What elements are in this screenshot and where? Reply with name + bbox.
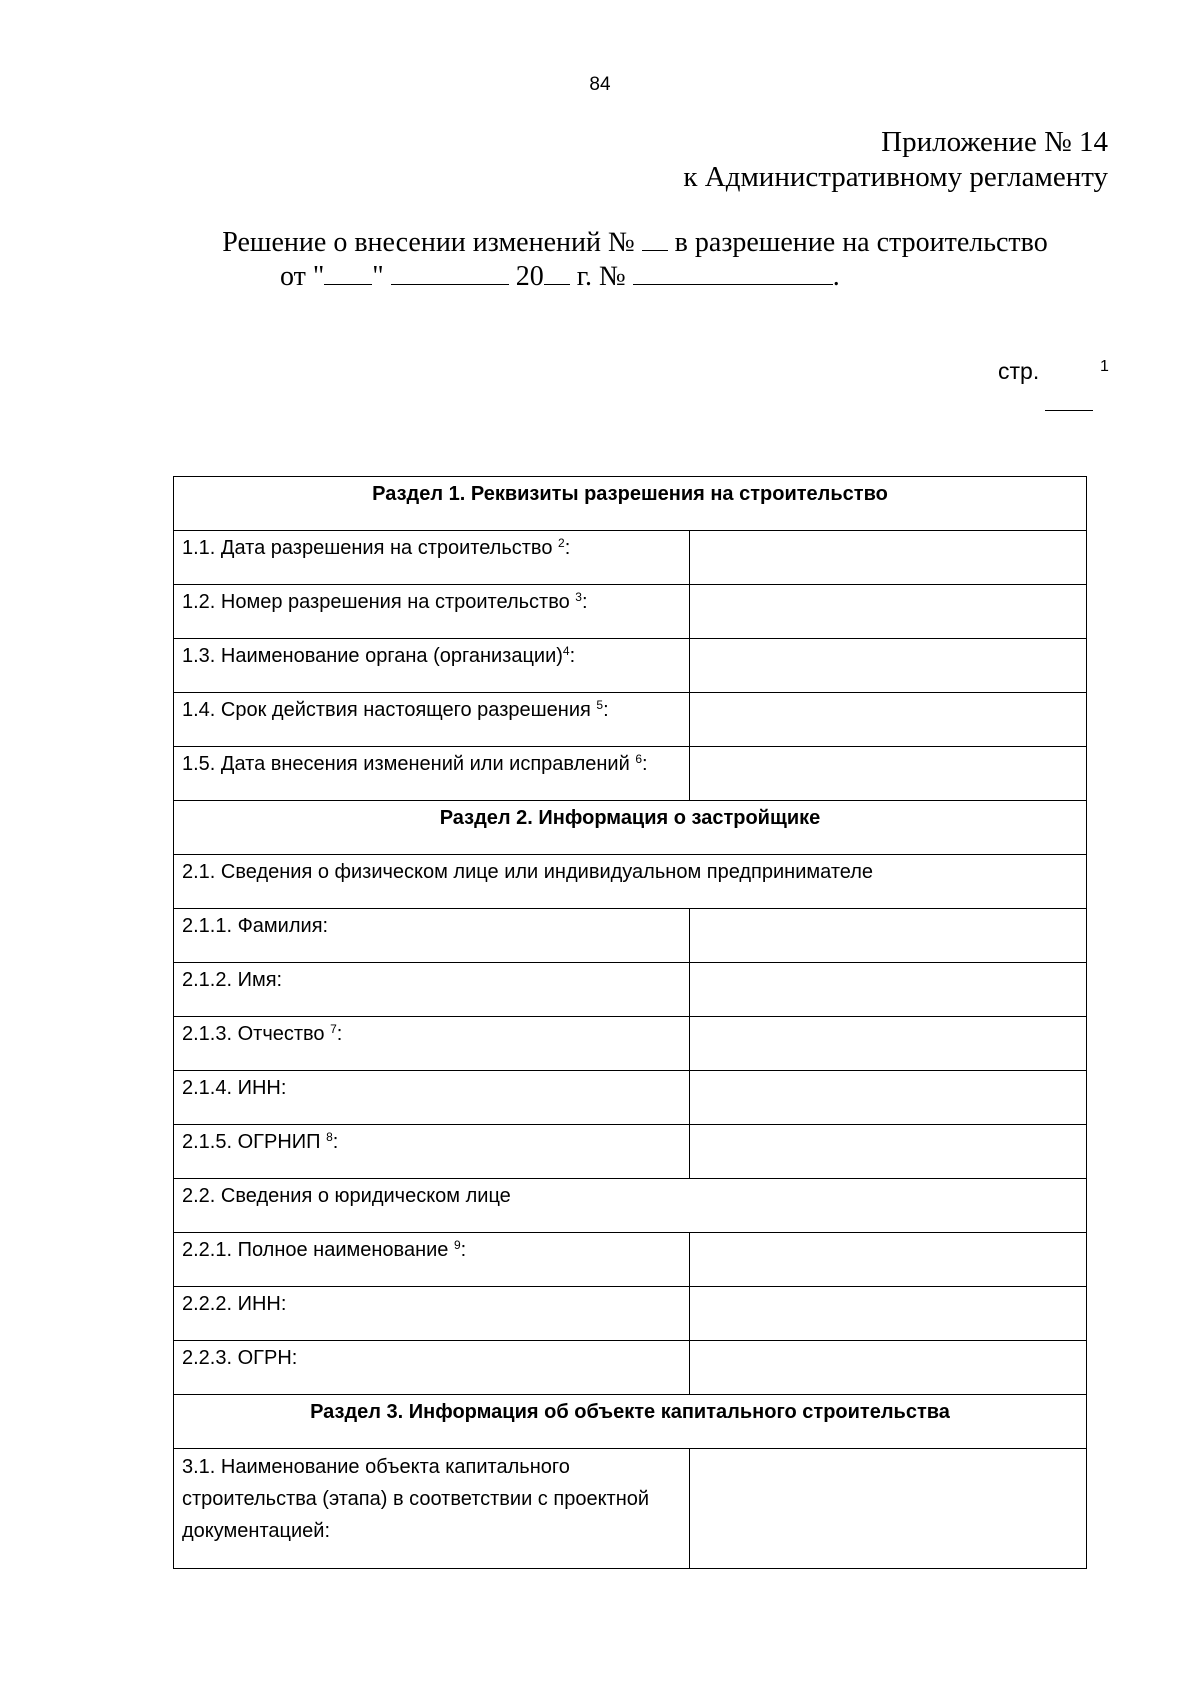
section-heading: Раздел 1. Реквизиты разрешения на строительство: [174, 477, 1087, 531]
first-name-value-cell[interactable]: [690, 963, 1087, 1017]
page-number-blank[interactable]: [1045, 410, 1093, 411]
subsection-heading: 2.2. Сведения о юридическом лице: [174, 1179, 1087, 1233]
table-row: [174, 1287, 1087, 1341]
table-row: [174, 531, 1087, 585]
field-label-text: 1.3. Наименование органа (организации): [182, 645, 563, 667]
field-label: [174, 1341, 690, 1395]
field-label: [174, 1233, 690, 1287]
field-label-text: 2.2.1. Полное наименование: [182, 1239, 454, 1261]
month-blank[interactable]: [391, 258, 509, 285]
permit-date-value-cell[interactable]: [690, 531, 1087, 585]
legal-name-value-cell[interactable]: [690, 1233, 1087, 1287]
appendix-line-1: Приложение № 14: [881, 126, 1108, 158]
field-label: [174, 1287, 690, 1341]
title-part-2: в разрешение на строительство: [674, 227, 1048, 258]
document-title: [0, 224, 1200, 259]
field-label-text: 2.2.2. ИНН:: [182, 1293, 287, 1315]
year-blank[interactable]: [544, 258, 570, 285]
field-label-suffix: :: [569, 645, 576, 667]
permit-form-table: [173, 476, 1087, 1569]
table-row: [174, 1449, 1087, 1569]
table-row: [174, 747, 1087, 801]
field-label-suffix: :: [336, 1023, 343, 1045]
field-label: [174, 909, 690, 963]
field-label-suffix: :: [564, 537, 571, 559]
field-label: [174, 531, 690, 585]
page-number: 84: [589, 74, 611, 95]
table-row: [174, 585, 1087, 639]
field-label-suffix: :: [332, 1131, 339, 1153]
footnote-ref: 3: [575, 590, 582, 604]
section-heading: Раздел 2. Информация о застройщике: [174, 801, 1087, 855]
field-label-suffix: :: [581, 591, 588, 613]
field-label-text: 2.1.5. ОГРНИП: [182, 1131, 327, 1153]
table-row: [174, 1341, 1087, 1395]
section-3-header-row: [174, 1395, 1087, 1449]
table-row: [174, 693, 1087, 747]
field-label-text: 1.1. Дата разрешения на строительство: [182, 537, 558, 559]
legal-inn-value-cell[interactable]: [690, 1287, 1087, 1341]
field-label: [174, 963, 690, 1017]
table-row: [174, 1017, 1087, 1071]
page-label: стр.: [998, 358, 1040, 384]
field-label-suffix: :: [603, 699, 609, 721]
title-end: .: [832, 261, 840, 292]
field-label: [174, 1017, 690, 1071]
appendix-line-2: к Административному регламенту: [683, 161, 1108, 193]
field-label: [174, 585, 690, 639]
validity-period-value-cell[interactable]: [690, 693, 1087, 747]
page-footnote-ref: 1: [1100, 358, 1109, 375]
field-label-text: 1.4. Срок действия настоящего разрешения: [182, 699, 597, 721]
subsection-heading: 2.1. Сведения о физическом лице или индивидуальном предпринимателе: [174, 855, 1087, 909]
field-label-text: 2.1.2. Имя:: [182, 969, 283, 991]
day-blank[interactable]: [324, 258, 372, 285]
field-label-suffix: :: [642, 753, 648, 775]
footnote-ref: 8: [326, 1130, 333, 1144]
field-label-suffix: :: [460, 1239, 467, 1261]
footnote-ref: 2: [558, 536, 565, 550]
field-label: [174, 693, 690, 747]
field-label-text: 1.5. Дата внесения изменений или исправлений: [182, 753, 636, 775]
section-2-header-row: [174, 801, 1087, 855]
date-quote-close: ": [372, 261, 384, 292]
registration-number-blank[interactable]: [633, 258, 833, 285]
field-label-text: 2.2.3. ОГРН:: [182, 1347, 298, 1369]
ogrnip-value-cell[interactable]: [690, 1125, 1087, 1179]
date-prefix: от ": [280, 261, 325, 292]
field-label-text: 3.1. Наименование объекта капитального строительства (этапа) в соответствии с проектной документацией:: [182, 1456, 650, 1542]
field-label: [174, 1449, 690, 1569]
field-label-text: 2.1.4. ИНН:: [182, 1077, 287, 1099]
amendment-date-value-cell[interactable]: [690, 747, 1087, 801]
table-row: [174, 909, 1087, 963]
issuing-authority-value-cell[interactable]: [690, 639, 1087, 693]
table-row: [174, 1125, 1087, 1179]
permit-number-value-cell[interactable]: [690, 585, 1087, 639]
number-prefix: г. №: [576, 261, 626, 292]
field-label: [174, 639, 690, 693]
footnote-ref: 4: [562, 644, 570, 658]
table-row: [174, 1233, 1087, 1287]
field-label-text: 2.1.3. Отчество: [182, 1023, 331, 1045]
object-name-value-cell[interactable]: [690, 1449, 1087, 1569]
patronymic-value-cell[interactable]: [690, 1017, 1087, 1071]
surname-value-cell[interactable]: [690, 909, 1087, 963]
appendix-header: [683, 125, 1108, 195]
ogrn-value-cell[interactable]: [690, 1341, 1087, 1395]
decision-number-blank[interactable]: [642, 224, 668, 251]
field-label-text: 1.2. Номер разрешения на строительство: [182, 591, 576, 613]
individual-inn-value-cell[interactable]: [690, 1071, 1087, 1125]
footnote-ref: 5: [596, 698, 604, 712]
title-part-1: Решение о внесении изменений №: [222, 227, 635, 258]
field-label-text: 2.1.1. Фамилия:: [182, 915, 329, 937]
year-prefix: 20: [515, 261, 544, 292]
footnote-ref: 9: [453, 1238, 461, 1252]
table-row: [174, 639, 1087, 693]
field-label: [174, 1071, 690, 1125]
title-date-line: [280, 258, 840, 293]
table-row: [174, 963, 1087, 1017]
field-label: [174, 1125, 690, 1179]
field-label: [174, 747, 690, 801]
section-1-header-row: [174, 477, 1087, 531]
table-row: [174, 1071, 1087, 1125]
section-heading: Раздел 3. Информация об объекте капитального строительства: [174, 1395, 1087, 1449]
footnote-ref: 6: [635, 752, 643, 766]
subsection-row: [174, 855, 1087, 909]
footnote-ref: 7: [330, 1022, 337, 1036]
subsection-row: [174, 1179, 1087, 1233]
